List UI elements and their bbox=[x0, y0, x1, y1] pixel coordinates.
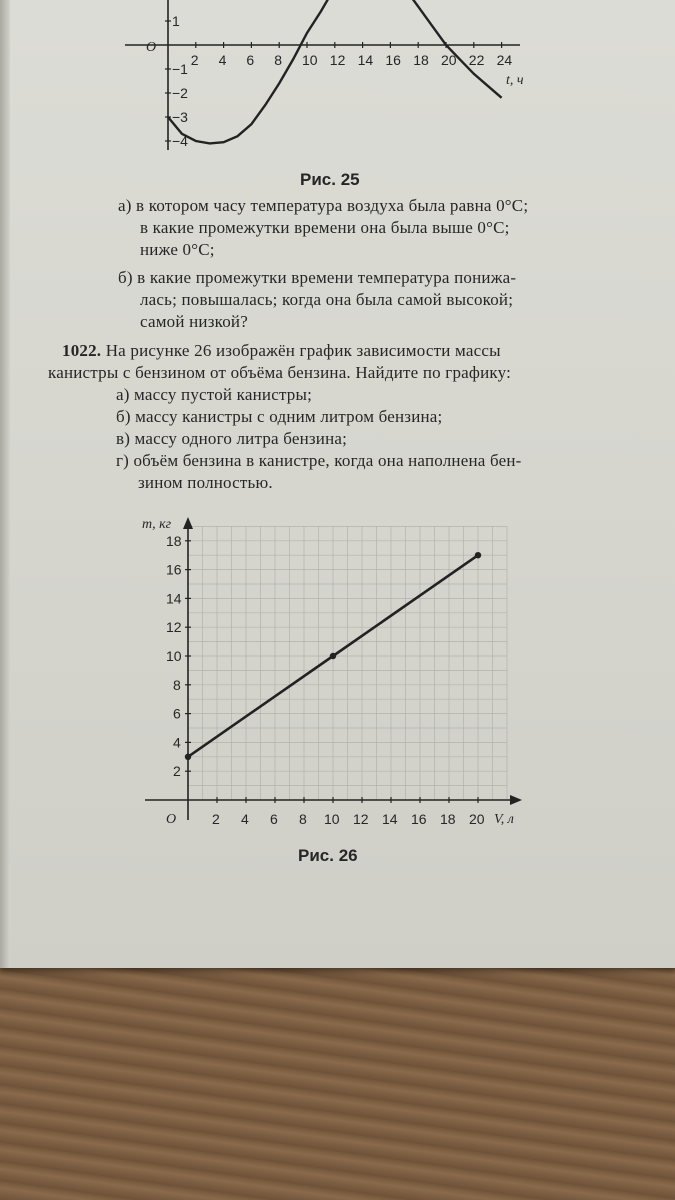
fig25-y-tick-label: −1 bbox=[172, 61, 188, 77]
fig25-temperature-curve bbox=[168, 0, 502, 143]
fig25-origin-label: O bbox=[146, 40, 157, 55]
fig25-y-tick-label: −3 bbox=[172, 109, 188, 125]
fig26-ticks bbox=[166, 533, 485, 827]
fig25-y-tick-label: 1 bbox=[172, 13, 180, 29]
question-a-line3: ниже 0°C; bbox=[140, 240, 215, 259]
problem-item-a: а) массу пустой канистры; bbox=[116, 385, 313, 404]
problem-line1: На рисунке 26 изображён график зависимости массы bbox=[105, 341, 501, 360]
figure-25-temperature-graph bbox=[0, 0, 675, 170]
figure-25-caption: Рис. 25 bbox=[300, 170, 360, 189]
fig25-x-tick-label: 20 bbox=[441, 52, 457, 68]
fig26-y-unit-label: m, кг bbox=[142, 517, 172, 532]
fig26-x-unit-label: V, л bbox=[494, 812, 514, 827]
fig25-x-tick-label: 14 bbox=[357, 52, 374, 68]
fig26-x-axis-arrow bbox=[510, 795, 522, 805]
fig26-x-tick-label: 4 bbox=[241, 811, 249, 827]
fig25-x-tick-label: 8 bbox=[274, 52, 282, 68]
fig25-x-tick-label: 2 bbox=[190, 52, 199, 68]
fig26-x-tick-label: 20 bbox=[469, 811, 485, 827]
fig26-x-tick-label: 18 bbox=[440, 811, 456, 827]
problem-item-d-line2: зином полностью. bbox=[138, 473, 273, 492]
fig26-x-tick-label: 14 bbox=[382, 811, 398, 827]
problem-number: 1022. bbox=[62, 341, 102, 360]
figure-26-mass-volume-graph bbox=[0, 505, 675, 845]
fig25-x-tick-label: 18 bbox=[413, 52, 429, 68]
fig25-x-tick-label: 12 bbox=[329, 52, 346, 68]
fig25-y-tick-label: −4 bbox=[172, 133, 188, 149]
problem-item-c: в) массу одного литра бензина; bbox=[116, 429, 348, 448]
question-b-line2: лась; повышалась; когда она была самой высокой; bbox=[140, 290, 514, 309]
fig25-x-tick-label: 24 bbox=[496, 52, 513, 68]
fig25-x-tick-label: 22 bbox=[468, 52, 485, 68]
question-a-line1: а) в котором часу температура воздуха была равна 0°C; bbox=[118, 196, 529, 215]
fig26-data-point bbox=[330, 653, 336, 659]
fig25-x-unit-label: t, ч bbox=[506, 73, 524, 88]
fig25-x-tick-label: 4 bbox=[218, 52, 227, 68]
fig26-x-tick-label: 10 bbox=[324, 811, 340, 827]
fig25-ticks bbox=[165, 13, 512, 149]
fig26-data-point bbox=[185, 754, 191, 760]
fig26-x-tick-label: 6 bbox=[270, 811, 278, 827]
fig26-y-tick-label: 10 bbox=[166, 648, 182, 664]
fig26-x-tick-label: 16 bbox=[411, 811, 427, 827]
fig26-data-point bbox=[475, 552, 481, 558]
problem-item-b: б) массу канистры с одним литром бензина; bbox=[116, 407, 443, 426]
fig26-y-tick-label: 6 bbox=[173, 705, 181, 722]
problem-item-d-line1: г) объём бензина в канистре, когда она наполнена бен- bbox=[116, 451, 522, 470]
fig26-y-tick-label: 8 bbox=[173, 676, 181, 693]
fig26-origin-label: O bbox=[166, 812, 177, 827]
fig26-y-axis-arrow bbox=[183, 517, 193, 529]
figure-26-caption: Рис. 26 bbox=[298, 846, 358, 865]
fig26-y-tick-label: 16 bbox=[166, 561, 182, 578]
fig26-x-tick-label: 12 bbox=[353, 811, 369, 827]
fig25-x-tick-label: 16 bbox=[385, 52, 401, 68]
question-a-line2: в какие промежутки времени она была выше 0°C; bbox=[140, 218, 510, 237]
fig26-y-tick-label: 2 bbox=[173, 763, 181, 780]
fig25-x-tick-label: 6 bbox=[246, 52, 255, 68]
question-b-line1: б) в какие промежутки времени температура понижа- bbox=[118, 268, 517, 287]
fig26-x-tick-label: 2 bbox=[212, 811, 220, 827]
fig25-y-tick-label: −2 bbox=[172, 85, 188, 101]
question-b-line3: самой низкой? bbox=[140, 312, 248, 331]
problem-line2: канистры с бензином от объёма бензина. Найдите по графику: bbox=[48, 363, 512, 382]
fig25-x-tick-label: 10 bbox=[302, 52, 318, 68]
fig26-x-tick-label: 8 bbox=[299, 811, 307, 827]
fig26-y-tick-label: 14 bbox=[166, 590, 182, 607]
fig26-y-tick-label: 4 bbox=[173, 734, 181, 751]
fig26-y-tick-label: 12 bbox=[166, 619, 182, 636]
fig26-y-tick-label: 18 bbox=[166, 532, 182, 549]
